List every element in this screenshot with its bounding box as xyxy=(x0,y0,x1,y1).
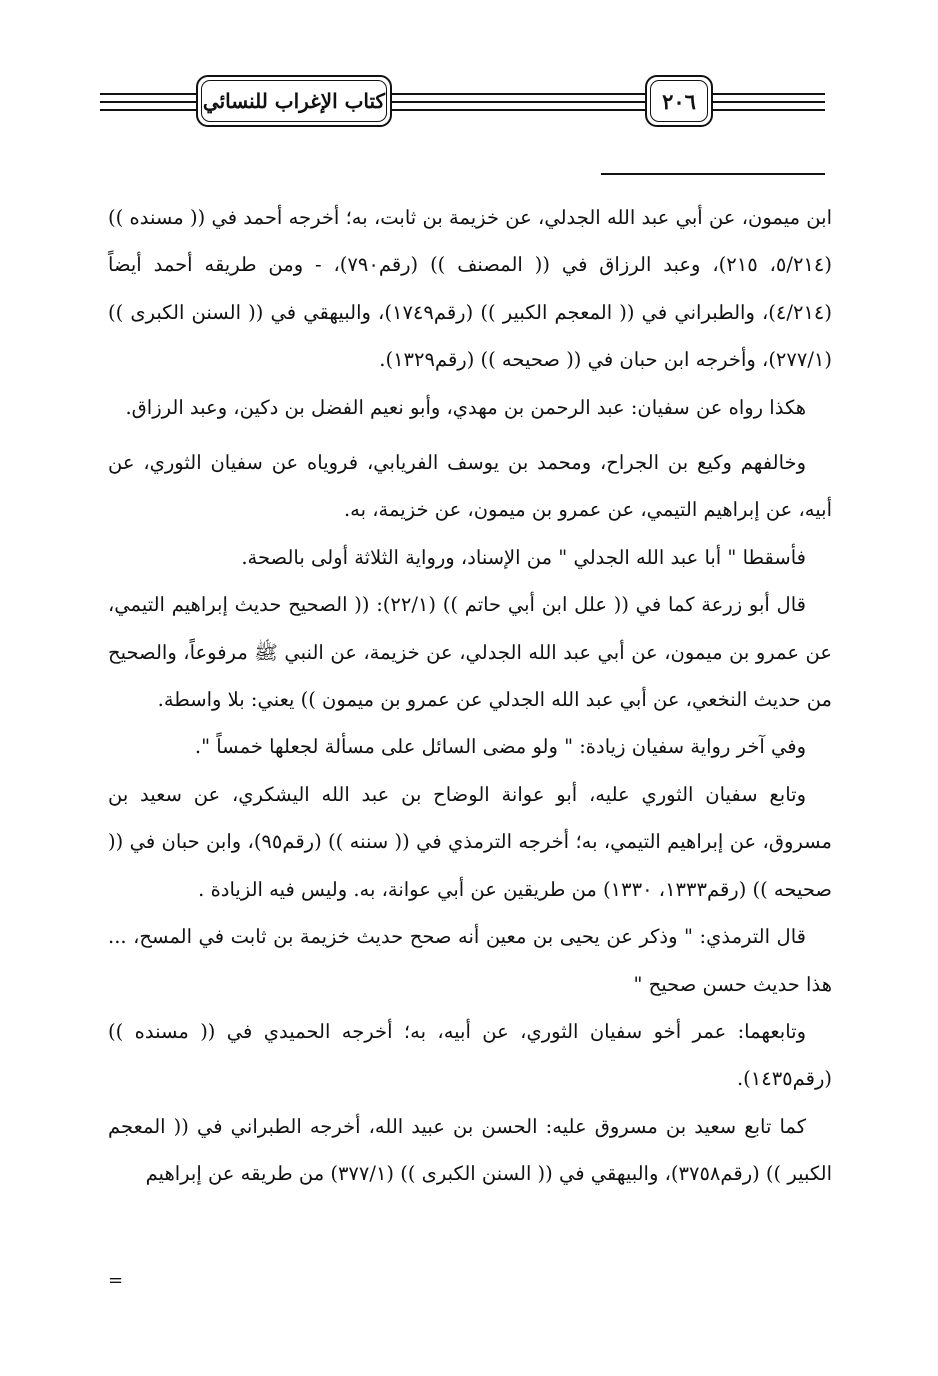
body-text xyxy=(108,194,832,1198)
header-rule xyxy=(392,109,645,111)
book-title-frame xyxy=(196,75,392,127)
page-number: ٢٠٦ xyxy=(662,88,696,114)
paragraph: ابن ميمون، عن أبي عبد الله الجدلي، عن خزيمة بن ثابت، به؛ أخرجه أحمد في (( مسنده )) (٥/٢١٤، ٢١٥)، وعبد الرزاق في (( المصنف )) (رقم٧٩٠)، - ومن طريقه أحمد أيضاً (٤/٢١٤)، والطبراني في (( المعجم الكبير )) (رقم١٧٤٩)، والبيهقي في (( السنن الكبرى )) (٢٧٧/١)، وأخرجه ابن حبان في (( صحيحه )) (رقم١٣٢٩). xyxy=(108,206,832,372)
header-rule xyxy=(713,101,825,103)
paragraph: فأسقطا " أبا عبد الله الجدلي " من الإسناد، ورواية الثلاثة أولى بالصحة. xyxy=(241,545,806,569)
paragraph: وتابع سفيان الثوري عليه، أبو عوانة الوضاح بن عبد الله اليشكري، عن سعيد بن مسروق، عن إبراهيم التيمي، به؛ أخرجه الترمذي في (( سننه )) (رقم٩٥)، وابن حبان في (( صحيحه )) (رقم١٣٣٣، ١٣٣٠) من طريقين عن أبي عوانة، به. وليس فيه الزيادة . xyxy=(108,782,832,901)
paragraph: وفي آخر رواية سفيان زيادة: " ولو مضى السائل على مسألة لجعلها خمساً ". xyxy=(194,735,806,759)
header-rule xyxy=(100,93,196,95)
header-rule xyxy=(100,101,196,103)
header-rule xyxy=(392,93,645,95)
paragraph: كما تابع سعيد بن مسروق عليه: الحسن بن عبيد الله، أخرجه الطبراني في (( المعجم الكبير )) (رقم٣٧٥٨)، والبيهقي في (( السنن الكبرى )) (٣٧٧/١) من طريقه عن إبراهيم xyxy=(108,1114,832,1186)
paragraph: وتابعهما: عمر أخو سفيان الثوري، عن أبيه، به؛ أخرجه الحميدي في (( مسنده )) (رقم١٤٣٥). xyxy=(108,1019,832,1091)
page-number-frame xyxy=(645,75,713,127)
header-rule xyxy=(713,109,825,111)
header-rule xyxy=(713,93,825,95)
paragraph: قال أبو زرعة كما في (( علل ابن أبي حاتم )) (٢٢/١): (( الصحيح حديث إبراهيم التيمي، عن عمرو بن ميمون، عن أبي عبد الله الجدلي، عن خزيمة، عن النبي ﷺ مرفوعاً، والصحيح من حديث النخعي، عن أبي عبد الله الجدلي عن عمرو بن ميمون )) يعني: بلا واسطة. xyxy=(108,593,832,712)
paragraph: هكذا رواه عن سفيان: عبد الرحمن بن مهدي، وأبو نعيم الفضل بن دكين، وعبد الرزاق. xyxy=(125,395,806,419)
paragraph: وخالفهم وكيع بن الجراح، ومحمد بن يوسف الفريابي، فروياه عن سفيان الثوري، عن أبيه، عن إبراهيم التيمي، عن عمرو بن ميمون، عن خزيمة، به. xyxy=(108,451,832,522)
header-rule xyxy=(100,109,196,111)
paragraph: قال الترمذي: " وذكر عن يحيى بن معين أنه صحح حديث خزيمة بن ثابت في المسح، ... هذا حديث حسن صحيح " xyxy=(108,925,832,996)
header-rule xyxy=(392,101,645,103)
continuation-mark: = xyxy=(108,1270,124,1291)
footnote-rule xyxy=(601,173,825,175)
book-title: كتاب الإغراب للنسائي xyxy=(202,89,386,113)
